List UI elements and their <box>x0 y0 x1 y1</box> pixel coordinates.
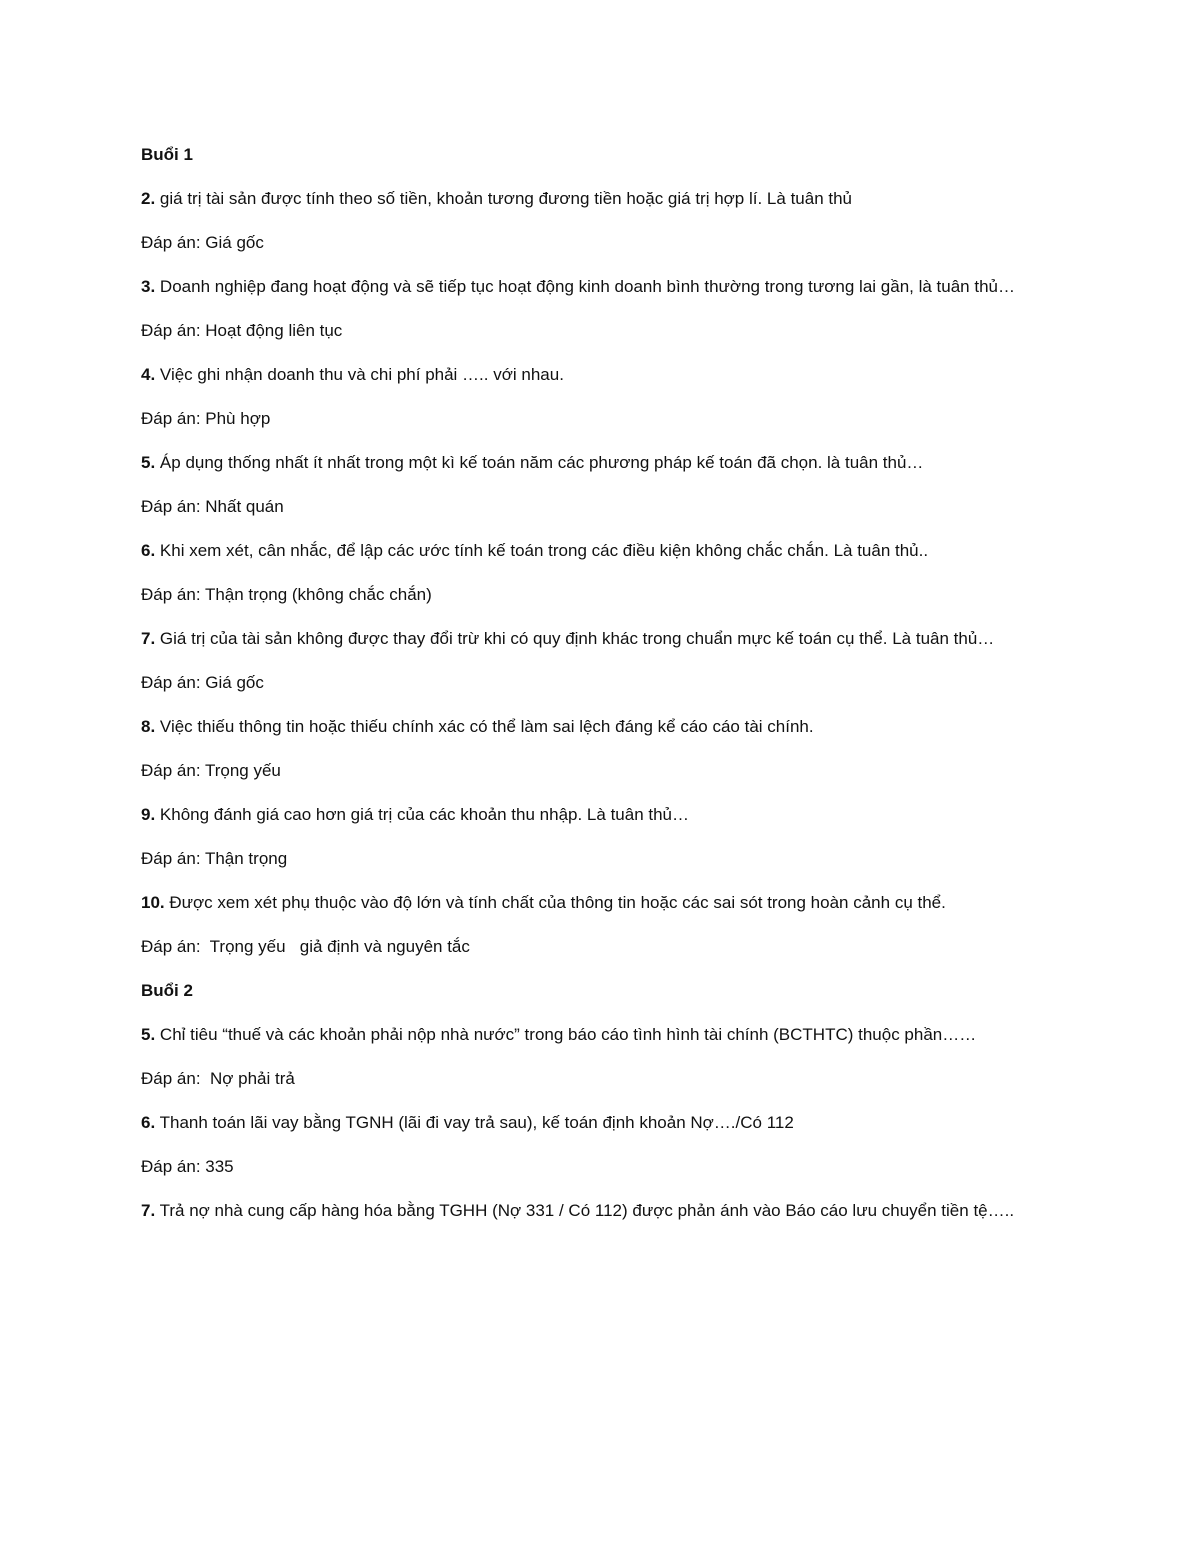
answer-4: Đáp án: Phù hợp <box>141 409 271 428</box>
question-number: 7. <box>141 1201 156 1220</box>
answer-2: Đáp án: Giá gốc <box>141 233 264 252</box>
s2-answer-6: Đáp án: 335 <box>141 1157 234 1176</box>
question-6 <box>141 537 1066 565</box>
question-text: Việc ghi nhận doanh thu và chi phí phải ….. với nhau. <box>159 365 564 384</box>
session-2-heading: Buổi 2 <box>141 981 193 1000</box>
question-text: giá trị tài sản được tính theo số tiền, khoản tương đương tiền hoặc giá trị hợp lí. Là tuân thủ <box>159 189 853 208</box>
s2-question-6 <box>141 1109 1066 1137</box>
question-3 <box>141 273 1066 301</box>
question-text: Khi xem xét, cân nhắc, để lập các ước tính kế toán trong các điều kiện không chắc chắn. Là tuân thủ.. <box>159 541 929 560</box>
s2-question-5 <box>141 1021 1066 1049</box>
question-text: Thanh toán lãi vay bằng TGNH (lãi đi vay trả sau), kế toán định khoản Nợ…./Có 112 <box>159 1113 794 1132</box>
question-number: 6. <box>141 1113 156 1132</box>
answer-6: Đáp án: Thận trọng (không chắc chắn) <box>141 585 432 604</box>
question-number: 3. <box>141 277 156 296</box>
question-number: 7. <box>141 629 156 648</box>
question-10 <box>141 889 1066 917</box>
question-text: Doanh nghiệp đang hoạt động và sẽ tiếp tục hoạt động kinh doanh bình thường trong tương lai gần, là tuân thủ… <box>159 277 1015 296</box>
question-2 <box>141 185 1066 213</box>
question-number: 5. <box>141 453 156 472</box>
question-text: Được xem xét phụ thuộc vào độ lớn và tính chất của thông tin hoặc các sai sót trong hoàn cảnh cụ thể. <box>169 893 946 912</box>
s2-question-7 <box>141 1197 1066 1225</box>
question-5 <box>141 449 1066 477</box>
question-number: 6. <box>141 541 156 560</box>
question-text: Trả nợ nhà cung cấp hàng hóa bằng TGHH (Nợ 331 / Có 112) được phản ánh vào Báo cáo lưu chuyển tiền tệ….. <box>159 1201 1015 1220</box>
answer-8: Đáp án: Trọng yếu <box>141 761 281 780</box>
question-number: 4. <box>141 365 156 384</box>
answer-5: Đáp án: Nhất quán <box>141 497 284 516</box>
question-4 <box>141 361 1066 389</box>
answer-7: Đáp án: Giá gốc <box>141 673 264 692</box>
question-number: 5. <box>141 1025 156 1044</box>
s2-answer-5: Đáp án: Nợ phải trả <box>141 1069 295 1088</box>
question-text: Áp dụng thống nhất ít nhất trong một kì kế toán năm các phương pháp kế toán đã chọn. là tuân thủ… <box>159 453 924 472</box>
question-number: 8. <box>141 717 156 736</box>
question-text: Giá trị của tài sản không được thay đổi trừ khi có quy định khác trong chuẩn mực kế toán cụ thể. Là tuân thủ… <box>159 629 995 648</box>
document-page <box>141 141 1066 1241</box>
question-7 <box>141 625 1066 653</box>
answer-10: Đáp án: Trọng yếu giả định và nguyên tắc <box>141 937 470 956</box>
question-text: Chỉ tiêu “thuế và các khoản phải nộp nhà nước” trong báo cáo tình hình tài chính (BCTHTC) thuộc phần…… <box>159 1025 977 1044</box>
answer-9: Đáp án: Thận trọng <box>141 849 288 868</box>
question-number: 2. <box>141 189 156 208</box>
question-8 <box>141 713 1066 741</box>
question-text: Không đánh giá cao hơn giá trị của các khoản thu nhập. Là tuân thủ… <box>159 805 690 824</box>
session-1-heading: Buổi 1 <box>141 145 193 164</box>
question-9 <box>141 801 1066 829</box>
answer-3: Đáp án: Hoạt động liên tục <box>141 321 343 340</box>
question-number: 10. <box>141 893 165 912</box>
question-number: 9. <box>141 805 156 824</box>
question-text: Việc thiếu thông tin hoặc thiếu chính xác có thể làm sai lệch đáng kể cáo cáo tài chính. <box>159 717 814 736</box>
